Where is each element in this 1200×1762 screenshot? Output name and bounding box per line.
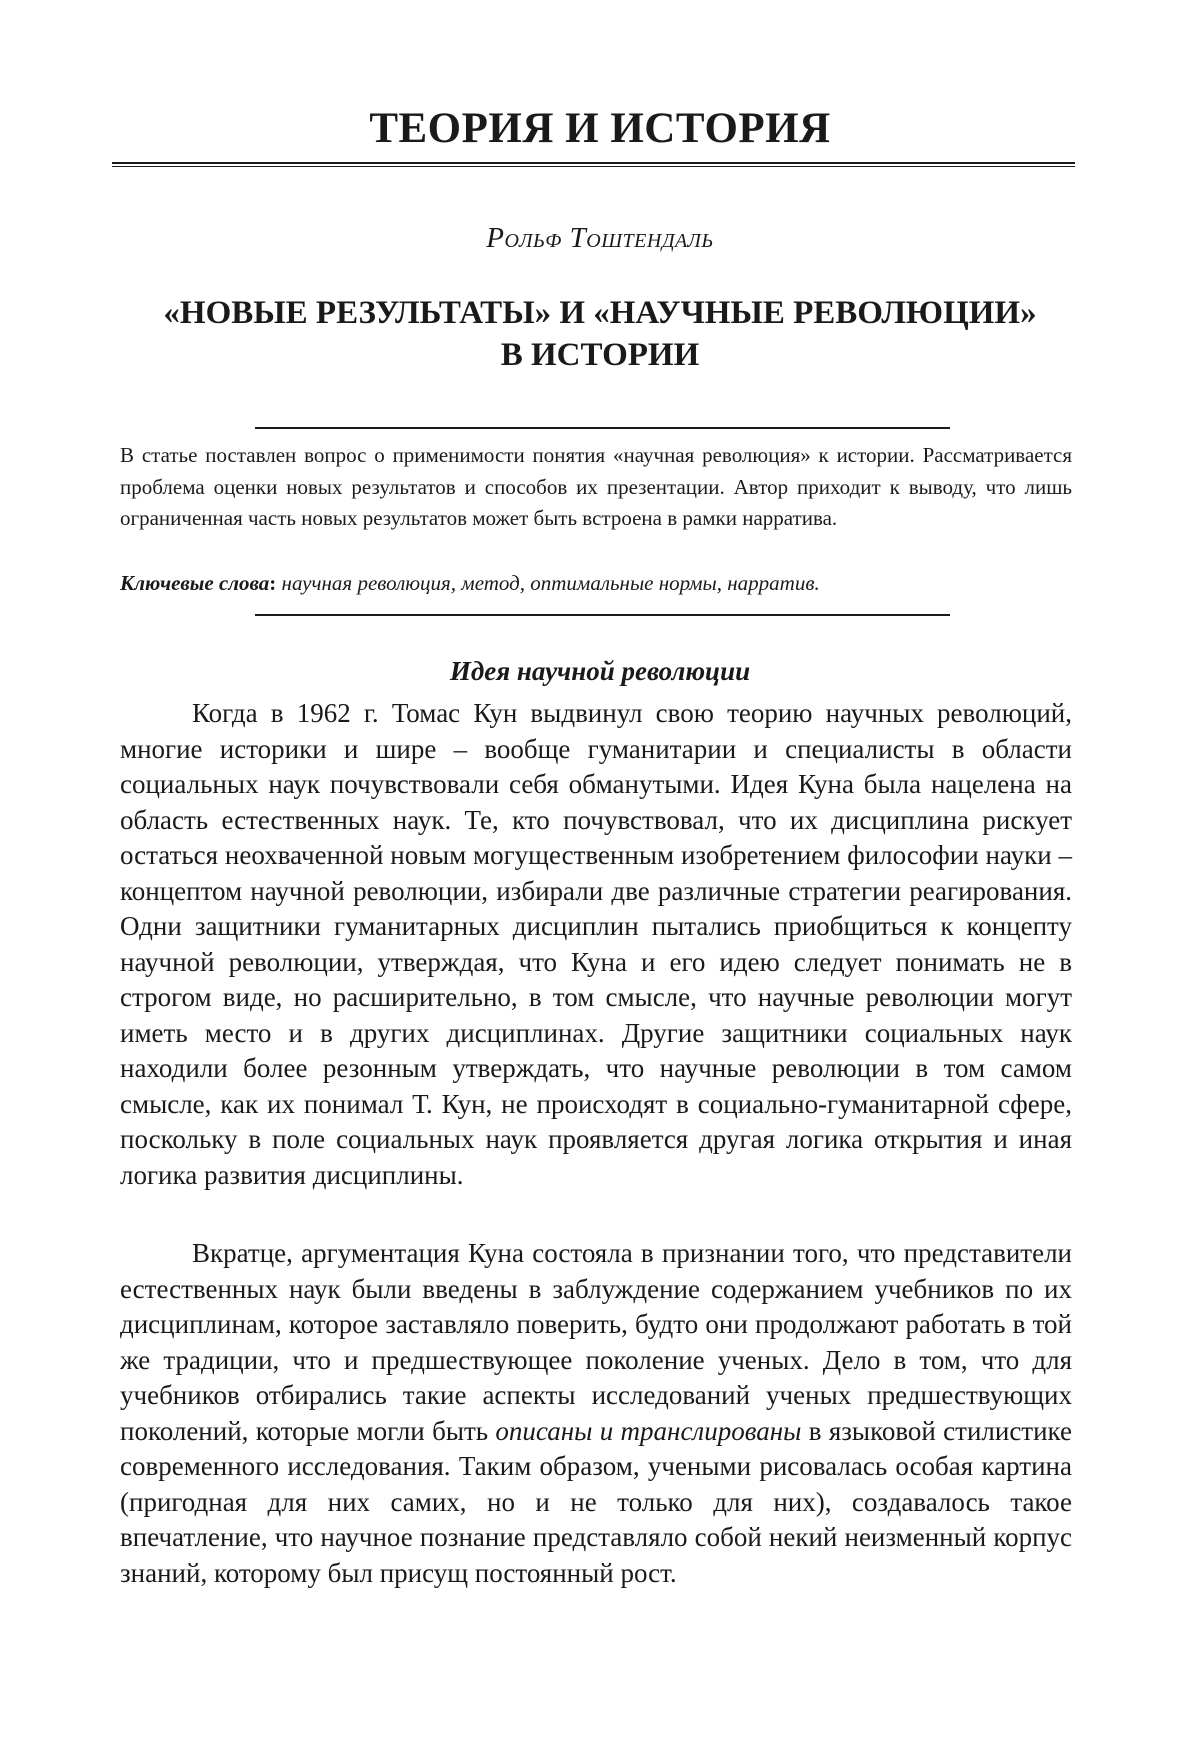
article-title-line-1: «НОВЫЕ РЕЗУЛЬТАТЫ» И «НАУЧНЫЕ РЕВОЛЮЦИИ» xyxy=(163,295,1037,331)
article-title xyxy=(0,292,1200,376)
paragraph-2-emphasis: описаны и транслированы xyxy=(495,1415,802,1446)
article-title-line-2: В ИСТОРИИ xyxy=(500,337,700,373)
keywords xyxy=(120,568,1072,598)
article-author: Рольф Тоштендаль xyxy=(486,222,714,254)
paragraph-2-text-end: в языковой стилистике современного исследования. Таким образом, учеными рисовалась особая картина (пригодная для них самих, но и не только для них), создавалось такое впечатление, что научное познание представляло собой некий неизменный корпус знаний, которому был присущ постоянный рост. xyxy=(120,1415,1072,1588)
abstract: В статье поставлен вопрос о применимости понятия «научная революция» к истории. Рассматривается проблема оценки новых результатов и способов их презентации. Автор приходит к выводу, что лишь ограниченная часть новых результатов может быть встроена в рамки нарратива. xyxy=(120,443,1072,530)
section-heading-rule xyxy=(112,162,1075,167)
section-heading: ТЕОРИЯ И ИСТОРИЯ xyxy=(369,105,831,152)
keywords-separator: : xyxy=(269,571,282,595)
abstract-top-rule xyxy=(255,427,950,429)
keywords-list: научная революция, метод, оптимальные нормы, нарратив. xyxy=(281,571,820,595)
paragraph-2-text-start: Вкратце, аргументация Куна состояла в признании того, что представители естественных наук были введены в заблуждение содержанием учебников по их дисциплинам, которое заставляло поверить, будто они продолжают работать в той же традиции, что и предшествующее поколение ученых. Дело в том, что для учебников отбирались такие аспекты исследований ученых предшествующих поколений, которые могли быть xyxy=(120,1238,1072,1446)
abstract-bottom-rule xyxy=(255,614,950,616)
keywords-label: Ключевые слова xyxy=(120,571,270,595)
body-paragraph-1: Когда в 1962 г. Томас Кун выдвинул свою теорию научных революций, многие историки и шире – вообще гуманитарии и специалисты в области социальных наук почувствовали себя обманутыми. Идея Куна была нацелена на область естественных наук. Те, кто почувствовал, что их дисциплина рискует остаться неохваченной новым могущественным изобретением философии науки – концептом научной революции, избирали две различные стратегии реагирования. Одни защитники гуманитарных дисциплин пытались приобщиться к концепту научной революции, утверждая, что Куна и его идею следует понимать не в строгом виде, но расширительно, в том смысле, что научные революции могут иметь место и в других дисциплинах. Другие защитники социальных наук находили более резонным утверждать, что научные революции в том самом смысле, как их понимал Т. Кун, не происходят в социально-гуманитарной сфере, поскольку в поле социальных наук проявляется другая логика открытия и иная логика развития дисциплины. xyxy=(120,698,1072,1190)
section-subheading: Идея научной революции xyxy=(449,656,751,686)
body-paragraph-2 xyxy=(120,1236,1072,1591)
